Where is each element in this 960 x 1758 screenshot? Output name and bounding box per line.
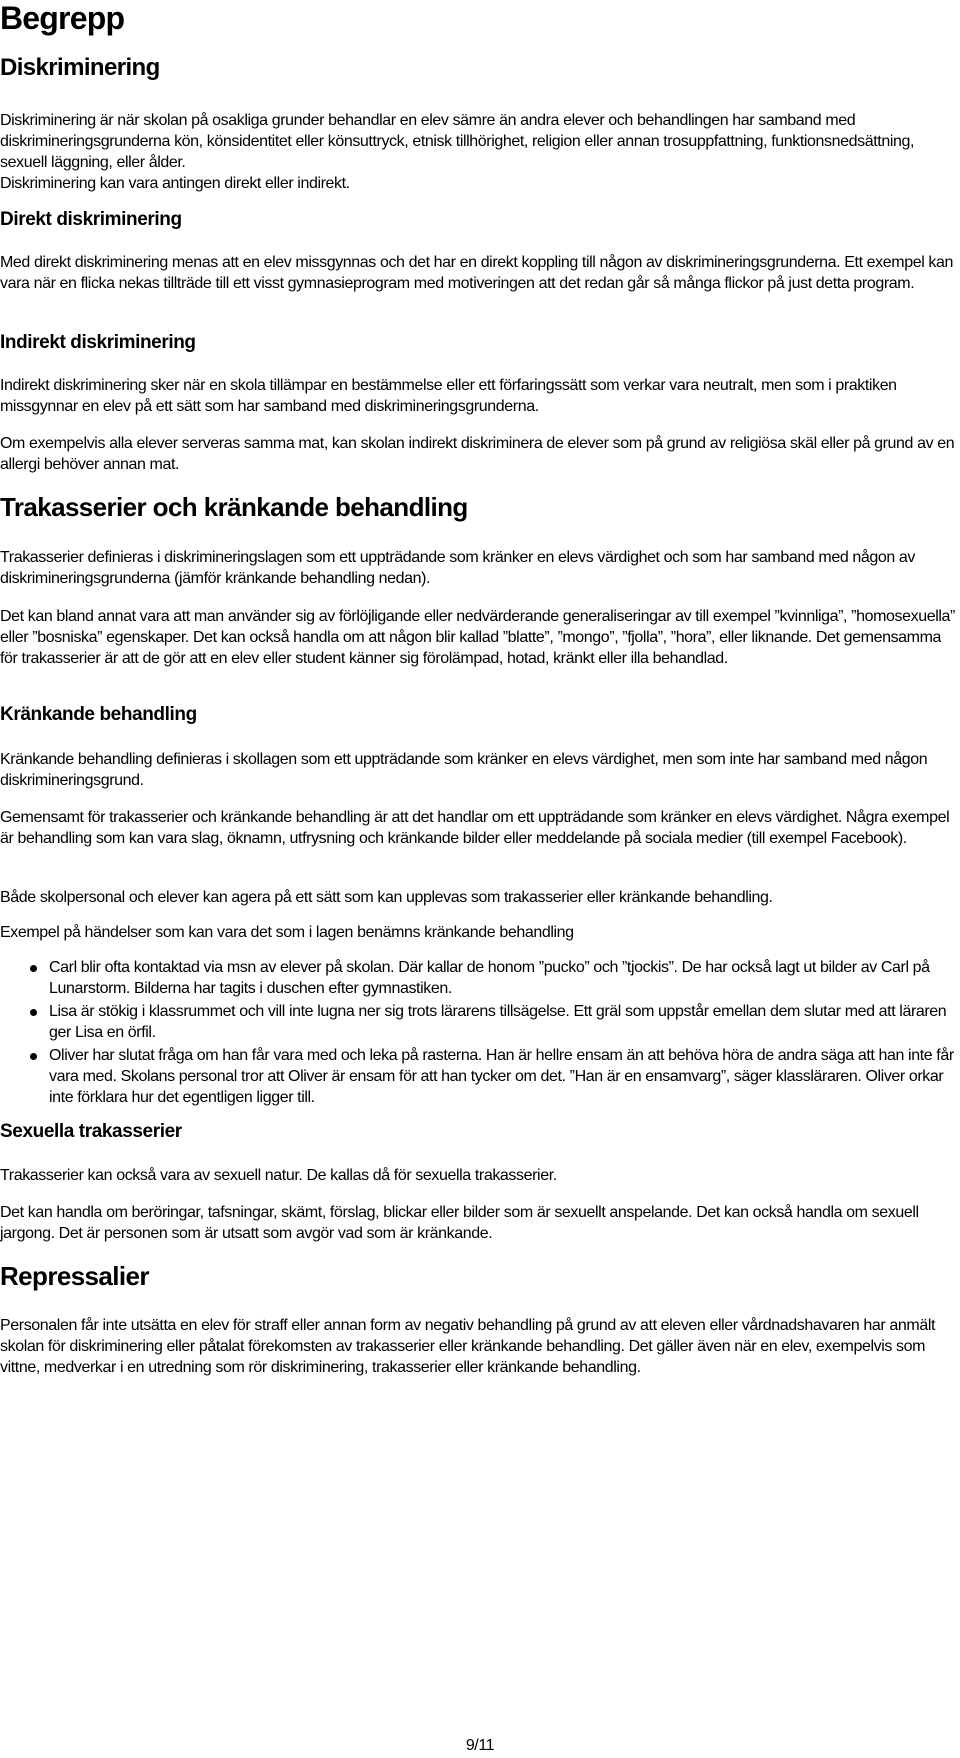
heading-krankande-behandling: Kränkande behandling: [0, 704, 197, 725]
paragraph: Gemensamt för trakasserier och kränkande behandling är att det handlar om ett uppträdande som kränker en elevs värdighet. Några exempel är behandling som kan vara slag, öknamn, utfrysning och kränkande bilder eller meddelande på sociala medier (till exempel Facebook).: [0, 809, 950, 847]
paragraph: Kränkande behandling definieras i skollagen som ett uppträdande som kränker en elevs värdighet, men som inte har samband med någon diskrimineringsgrund.: [0, 751, 928, 789]
example-list: [0, 957, 960, 1110]
heading-trakasserier: Trakasserier och kränkande behandling: [0, 492, 468, 522]
paragraph: Personalen får inte utsätta en elev för straff eller annan form av negativ behandling på grund av att eleven eller vårdnadshavaren har anmält skolan för diskriminering eller påtalat förekomsten av trakasserier eller kränkande behandling. Det gäller även när en elev, exempelvis som vittne, medverkar i en utredning som rör diskriminering, trakasserier eller kränkande behandling.: [0, 1317, 936, 1376]
paragraph: Både skolpersonal och elever kan agera på ett sätt som kan upplevas som trakasserier eller kränkande behandling.: [0, 889, 773, 906]
page-number: 9/11: [465, 1737, 495, 1754]
paragraph: Om exempelvis alla elever serveras samma mat, kan skolan indirekt diskriminera de elever som på grund av religiösa skäl eller på grund av en allergi behöver annan mat.: [0, 435, 955, 473]
heading-sexuella-trakasserier: Sexuella trakasserier: [0, 1121, 182, 1142]
bullet-icon: [30, 1009, 37, 1016]
paragraph: Det kan handla om beröringar, tafsningar, skämt, förslag, blickar eller bilder som är sexuellt anspelande. Det kan också handla om sexuell jargong. Det är personen som är utsatt som avgör vad som är kränkande.: [0, 1204, 919, 1242]
paragraph: Trakasserier definieras i diskrimineringslagen som ett uppträdande som kränker en elevs värdighet och som har samband med någon av diskrimineringsgrunderna (jämför kränkande behandling nedan).: [0, 549, 916, 587]
paragraph: Med direkt diskriminering menas att en elev missgynnas och det har en direkt koppling till någon av diskrimineringsgrunderna. Ett exempel kan vara när en flicka nekas tillträde till ett visst gymnasieprogram med motiveringen att det redan går så många flickor på just detta program.: [0, 254, 953, 292]
list-item: Oliver har slutat fråga om han får vara med och leka på rasterna. Han är hellre ensam än att behöva höra de andra säga att han inte får vara med. Skolans personal tror att Oliver är ensam för att han tycker om det. ”Han är en ensamvarg”, säger klassläraren. Oliver orkar inte förklara hur det egentligen ligger till.: [0, 1045, 960, 1108]
page-title: Begrepp: [0, 0, 125, 36]
list-item: Carl blir ofta kontaktad via msn av elever på skolan. Där kallar de honom ”pucko” och ”tjockis”. De har också lagt ut bilder av Carl på Lunarstorm. Bilderna har tagits i duschen efter gymnastiken.: [0, 957, 960, 999]
heading-repressalier: Repressalier: [0, 1261, 149, 1291]
heading-diskriminering: Diskriminering: [0, 54, 160, 81]
paragraph: Trakasserier kan också vara av sexuell natur. De kallas då för sexuella trakasserier.: [0, 1167, 557, 1184]
list-item: Lisa är stökig i klassrummet och vill inte lugna ner sig trots lärarens tillsägelse. Ett gräl som uppstår emellan dem slutar med att läraren ger Lisa en örfil.: [0, 1001, 960, 1043]
paragraph: Diskriminering kan vara antingen direkt eller indirekt.: [0, 175, 350, 192]
paragraph: Diskriminering är när skolan på osakliga grunder behandlar en elev sämre än andra elever och behandlingen har samband med diskrimineringsgrunderna kön, könsidentitet eller könsuttryck, etnisk tillhörighet, religion eller annan trosuppfattning, funktionsnedsättning, sexuell läggning, eller ålder.: [0, 112, 915, 171]
paragraph: Exempel på händelser som kan vara det som i lagen benämns kränkande behandling: [0, 924, 574, 941]
heading-indirekt-diskriminering: Indirekt diskriminering: [0, 332, 196, 353]
paragraph: Det kan bland annat vara att man använder sig av förlöjligande eller nedvärderande generaliseringar av till exempel ”kvinnliga”, ”homosexuella” eller ”bosniska” egenskaper. Det kan också handla om att någon blir kallad ”blatte”, ”mongo”, ”fjolla”, ”hora”, eller liknande. Det gemensamma för trakasserier är att de gör att en elev eller student känner sig förolämpad, hotad, kränkt eller illa behandlad.: [0, 608, 955, 667]
heading-direkt-diskriminering: Direkt diskriminering: [0, 209, 182, 230]
paragraph: Indirekt diskriminering sker när en skola tillämpar en bestämmelse eller ett förfaringssätt som verkar vara neutralt, men som i praktiken missgynnar en elev på ett sätt som har samband med diskrimineringsgrunderna.: [0, 377, 897, 415]
bullet-icon: [30, 1053, 37, 1060]
bullet-icon: [30, 965, 37, 972]
